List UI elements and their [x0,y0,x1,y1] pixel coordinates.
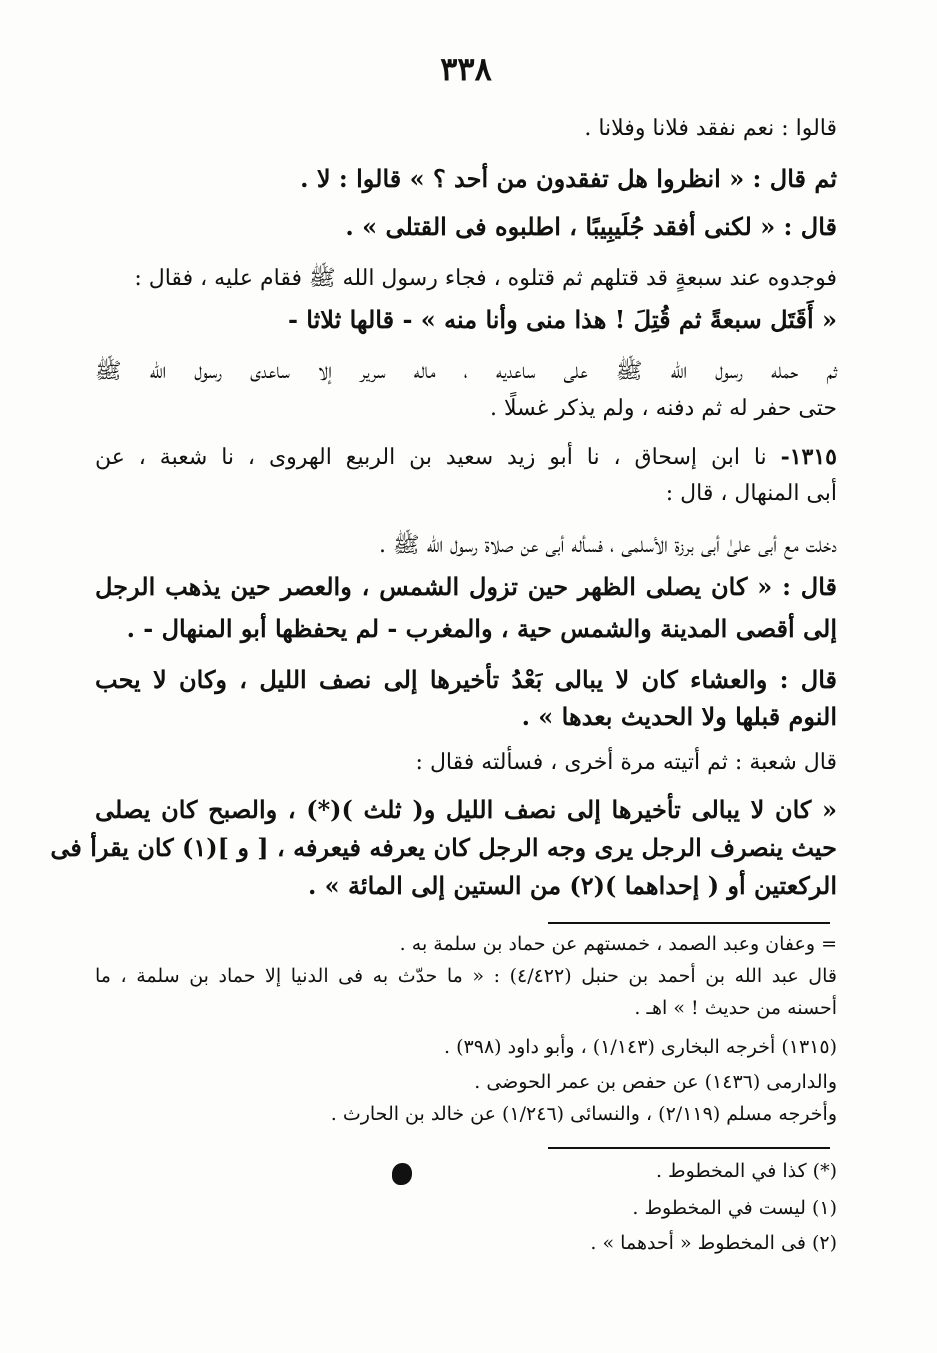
notes-divider [548,922,830,924]
text-line: ثم حمله رسول الله ﷺ على ساعديه ، ماله سرير إلا ساعدى رسول الله ﷺ [95,359,837,384]
note-line: (١٣١٥) أخرجه البخارى (١/١٤٣) ، وأبو داود (٣٩٨) . [444,1036,837,1058]
hadith-number: ١٣١٥- [780,444,837,470]
note-line: وأخرجه مسلم (٢/١١٩) ، والنسائى (١/٢٤٦) عن خالد بن الحارث . [330,1103,837,1125]
text-line: حيث ينصرف الرجل يرى وجه الرجل كان يعرفه فيعرفه ، [ و ](١) كان يقرأ فى [50,833,837,862]
text-line: قال : « كان يصلى الظهر حين تزول الشمس ، والعصر حين يذهب الرجل [95,572,837,601]
text-line: ثم قال : « انظروا هل تفقدون من أحد ؟ » قالوا : لا . [300,164,837,193]
text-line: قال شعبة : ثم أتيته مرة أخرى ، فسألته فقال : [415,750,837,775]
text-line: « أَقَتَل سبعةً ثم قُتِلَ ! هذا منى وأنا منه » - قالها ثلاثا - [287,305,837,334]
note-line: قال عبد الله بن أحمد بن حنبل (٤/٤٢٢) : « ما حدّث به فى الدنيا إلا حماد بن سلمة ، ما [95,965,837,987]
note-line: أحسنه من حديث ! » اهـ . [634,997,837,1019]
text-line: حتى حفر له ثم دفنه ، ولم يذكر غسلًا . [490,396,837,421]
footnote-line: (*) كذا في المخطوط . [655,1160,837,1182]
footnote-line: (٢) فى المخطوط « أحدهما » . [590,1232,837,1254]
text-line: قال : « لكنى أفقد جُلَيبِيبًا ، اطلبوه فى القتلى » . [345,212,837,241]
footnote-line: (١) ليست في المخطوط . [632,1197,837,1219]
text-line: إلى أقصى المدينة والشمس حية ، والمغرب - لم يحفظها أبو المنهال - . [126,614,837,643]
text-line: فوجدوه عند سبعةٍ قد قتلهم ثم قتلوه ، فجاء رسول الله ﷺ فقام عليه ، فقال : [134,266,837,291]
note-line: والدارمى (١٤٣٦) عن حفص بن عمر الحوضى . [474,1071,837,1093]
note-line: = وعفان وعبد الصمد ، خمستهم عن حماد بن سلمة به . [399,933,837,955]
footnotes-divider [548,1147,830,1149]
text-line: « كان لا يبالى تأخيرها إلى نصف الليل و( ثلث )(*) ، والصبح كان يصلى [95,795,837,824]
text-line: النوم قبلها ولا الحديث بعدها » . [521,702,837,731]
page-number: ٣٣٨ [440,50,492,88]
text-line: قال : والعشاء كان لا يبالى بَعْدُ تأخيرها إلى نصف الليل ، وكان لا يحب [95,665,837,694]
text-line: الركعتين أو ( إحداهما )(٢) من الستين إلى المائة » . [307,871,837,900]
hadith-header-line [95,440,837,475]
isnad-text: نا ابن إسحاق ، نا أبو زيد سعيد بن الربيع الهروى ، نا شعبة ، عن [95,445,767,470]
text-line: دخلت مع أبى علىٰ أبى برزة الأسلمى ، فسأله أبى عن صلاة رسول الله ﷺ . [379,533,837,558]
text-line: أبى المنهال ، قال : [665,481,837,506]
text-line: قالوا : نعم نفقد فلانا وفلانا . [584,116,837,141]
